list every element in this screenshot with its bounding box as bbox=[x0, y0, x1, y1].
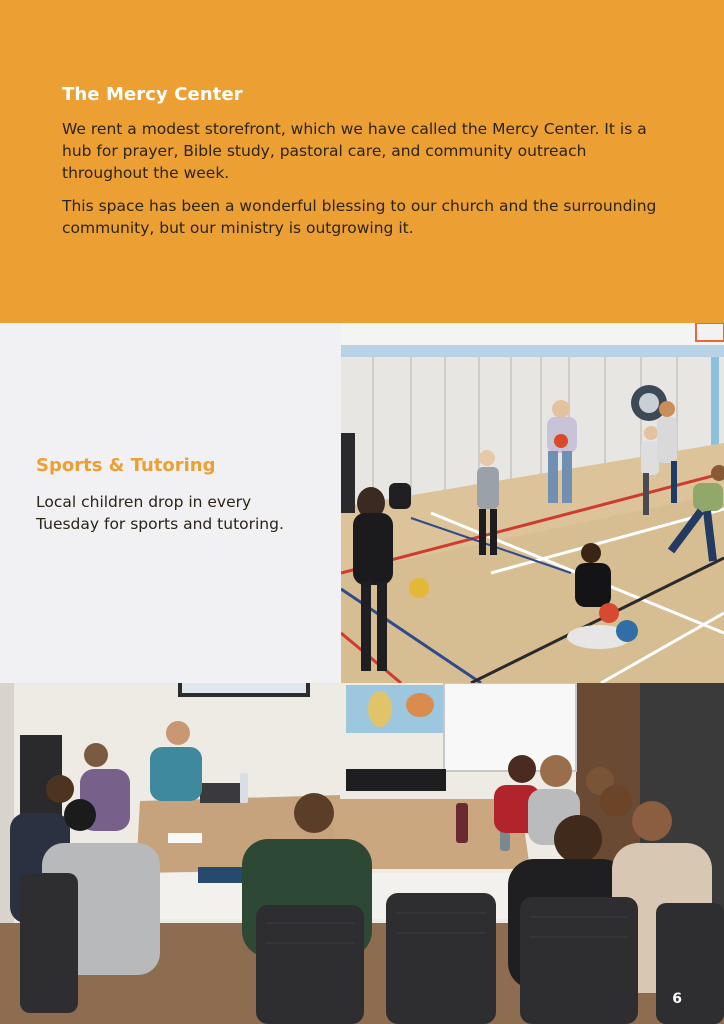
classroom-illustration bbox=[0, 683, 724, 1024]
page-number: 6 bbox=[672, 991, 682, 1007]
sports-tutoring-paragraph: Local children drop in every Tuesday for sports and tutoring. bbox=[36, 493, 284, 533]
sports-tutoring-heading: Sports & Tutoring bbox=[36, 455, 216, 476]
mercy-center-heading: The Mercy Center bbox=[62, 84, 243, 105]
gym-illustration bbox=[341, 323, 724, 683]
classroom-photo bbox=[0, 683, 724, 1024]
gym-photo bbox=[341, 323, 724, 683]
mercy-center-paragraph-2: This space has been a wonderful blessing to our church and the surrounding community, but our ministry is outgrowing it. bbox=[62, 197, 657, 237]
mercy-center-paragraph-1: We rent a modest storefront, which we have called the Mercy Center. It is a hub for prayer, Bible study, pastoral care, and community outreach throughout the week. bbox=[62, 120, 647, 182]
